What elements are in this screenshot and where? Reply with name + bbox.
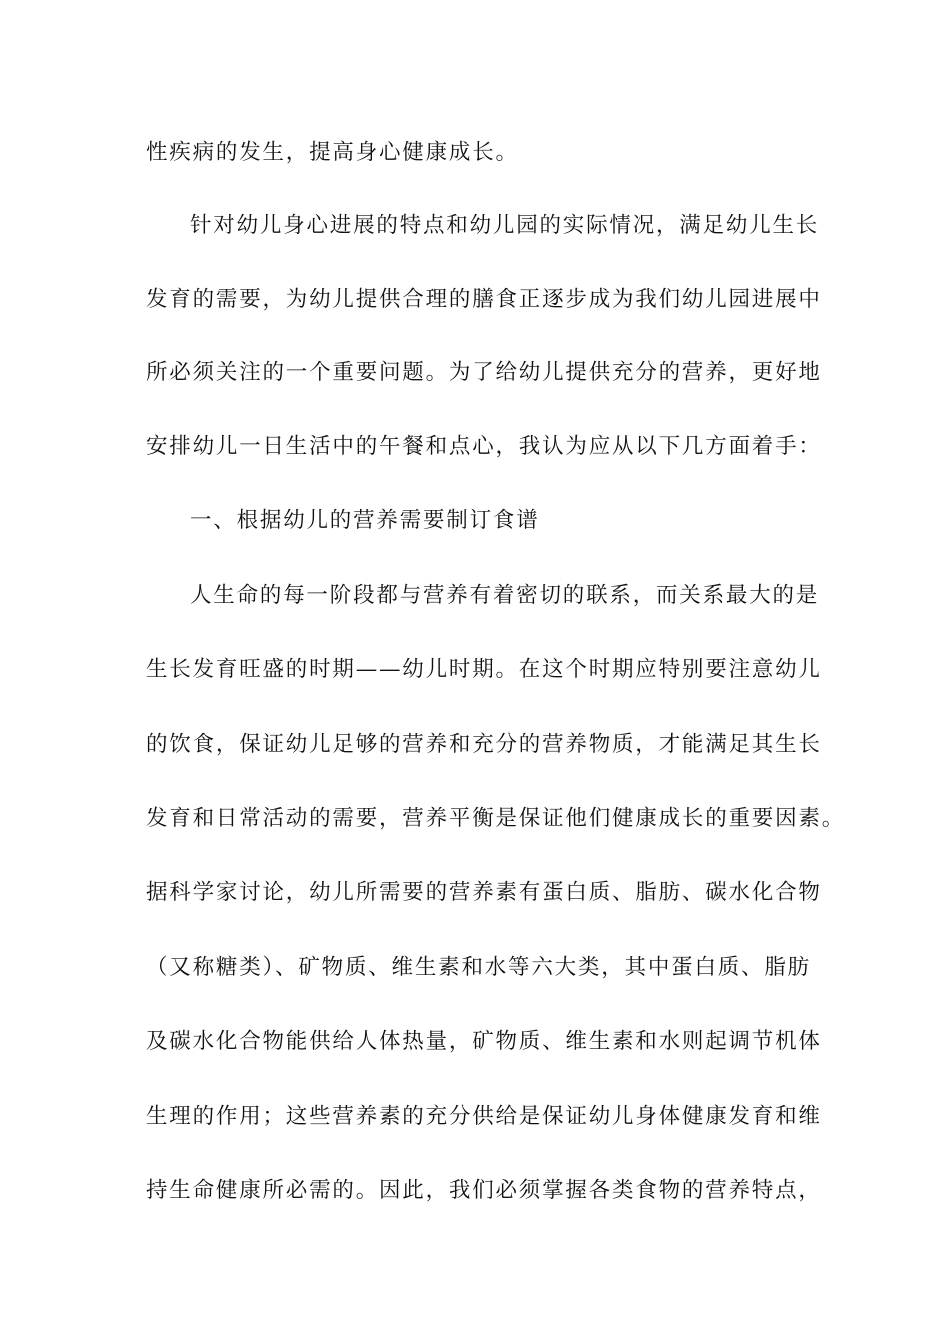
text-line: 及碳水化合物能供给人体热量，矿物质、维生素和水则起调节机体 (146, 1029, 822, 1054)
text-line: 所必须关注的一个重要问题。为了给幼儿提供充分的营养，更好地 (146, 360, 822, 385)
text-line: 发育和日常活动的需要，营养平衡是保证他们健康成长的重要因素。 (146, 806, 846, 831)
text-line: （又称糖类）、矿物质、维生素和水等六大类，其中蛋白质、脂肪 (146, 955, 811, 980)
text-line: 的饮食，保证幼儿足够的营养和充分的营养物质，才能满足其生长 (146, 732, 822, 757)
text-line: 据科学家讨论，幼儿所需要的营养素有蛋白质、脂肪、碳水化合物 (146, 880, 822, 905)
section-heading: 一、根据幼儿的营养需要制订食谱 (190, 508, 540, 533)
text-line: 安排幼儿一日生活中的午餐和点心，我认为应从以下几方面着手： (146, 434, 822, 459)
paragraph-first-line: 人生命的每一阶段都与营养有着密切的联系，而关系最大的是 (190, 583, 820, 608)
text-line: 发育的需要，为幼儿提供合理的膳食正逐步成为我们幼儿园进展中 (146, 287, 822, 312)
text-line: 生理的作用；这些营养素的充分供给是保证幼儿身体健康发育和维 (146, 1104, 822, 1129)
text-line: 性疾病的发生，提高身心健康成长。 (146, 140, 519, 165)
text-line: 生长发育旺盛的时期——幼儿时期。在这个时期应特别要注意幼儿 (146, 657, 822, 682)
paragraph-first-line: 针对幼儿身心进展的特点和幼儿园的实际情况，满足幼儿生长 (190, 213, 820, 238)
text-line: 持生命健康所必需的。因此，我们必须掌握各类食物的营养特点， (146, 1178, 822, 1203)
